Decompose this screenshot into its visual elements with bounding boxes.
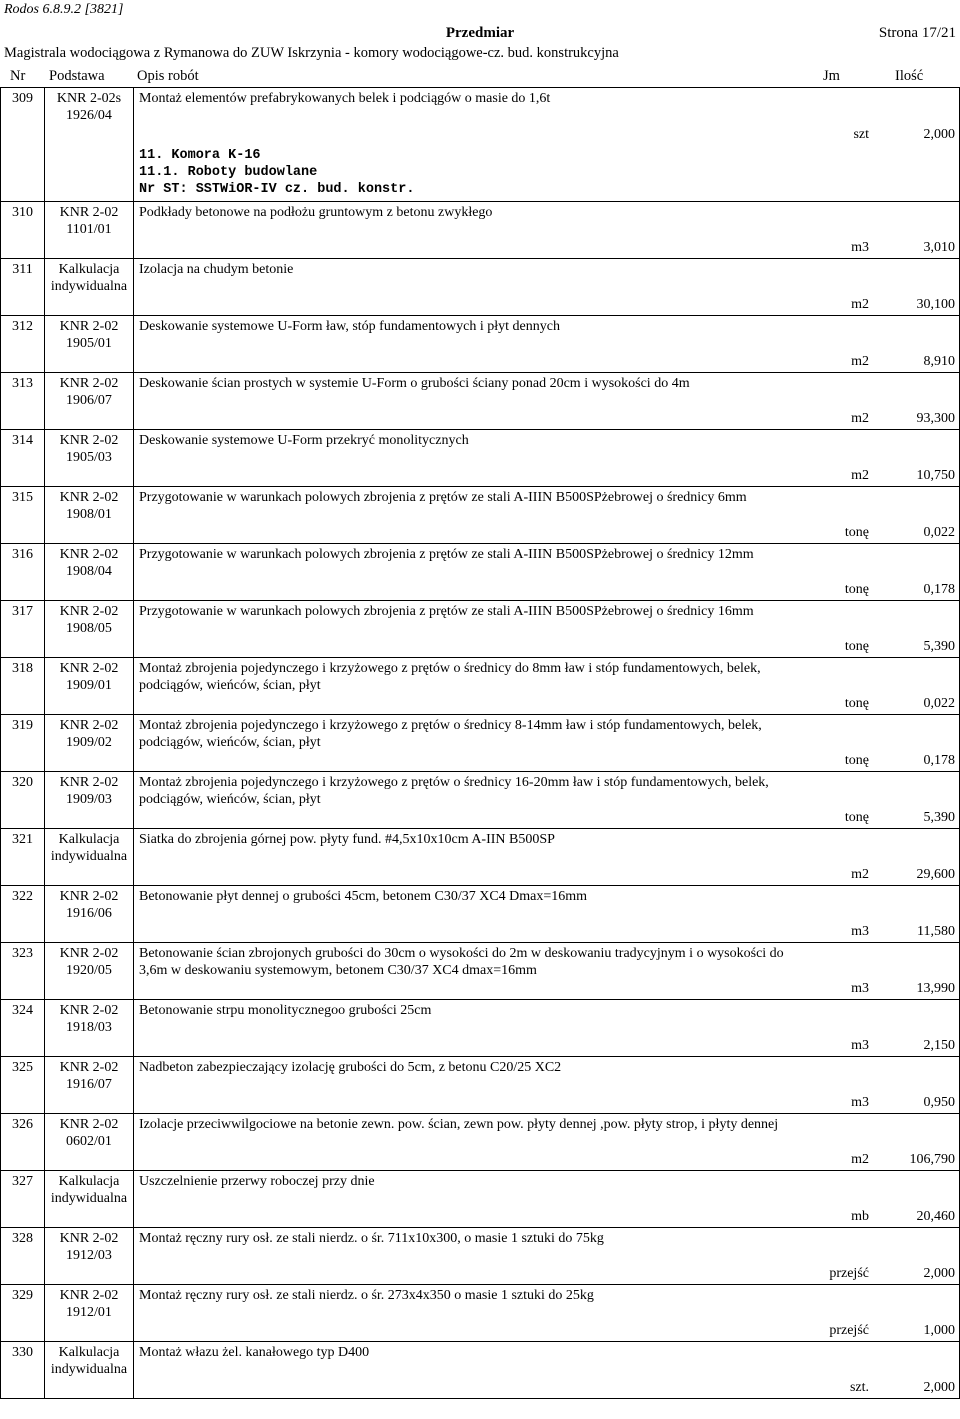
row-number: 323 [12,946,33,961]
table-row [1,544,960,601]
row-number-cell [1,886,45,943]
unit-of-measure: m2 [851,468,869,483]
table-row [1,886,960,943]
quantity: 2,000 [923,1380,955,1395]
description-cell [134,886,960,943]
row-number: 309 [12,91,33,106]
row-number: 312 [12,319,33,334]
basis-code: KNR 2-02 [59,775,119,790]
description-cell [134,373,960,430]
basis-number: 0602/01 [66,1134,112,1149]
row-number-cell [1,1171,45,1228]
row-number-cell [1,658,45,715]
work-description: Montaż włazu żel. kanałowego typ D400 [139,1345,370,1360]
basis-number: 1908/05 [66,621,112,636]
col-header-base: Podstawa [49,68,105,84]
unit-of-measure: tonę [844,696,869,711]
basis-number: 1908/01 [66,507,112,522]
row-number: 321 [12,832,33,847]
table-row [1,487,960,544]
basis-cell [45,829,134,886]
basis-cell [45,430,134,487]
basis-number: 1912/01 [66,1305,112,1320]
row-number-cell [1,1057,45,1114]
basis-code: Kalkulacja [58,1174,120,1189]
basis-number: 1920/05 [66,963,112,978]
row-number-cell [1,1342,45,1399]
basis-number: 1916/06 [66,906,112,921]
row-number: 324 [12,1003,33,1018]
basis-cell [45,772,134,829]
work-description: Montaż ręczny rury osł. ze stali nierdz. o śr. 711x10x300, o masie 1 sztuki do 75kg [139,1231,604,1246]
basis-cell [45,1114,134,1171]
row-number-cell [1,430,45,487]
basis-code: KNR 2-02 [59,433,119,448]
quantity: 93,300 [916,411,955,426]
row-number-cell [1,1228,45,1285]
quantity: 5,390 [923,810,955,825]
basis-cell [45,886,134,943]
unit-of-measure: przejść [829,1323,869,1338]
row-number: 313 [12,376,33,391]
basis-cell [45,601,134,658]
description-cell [134,1114,960,1171]
basis-number: indywidualna [50,1362,128,1377]
basis-cell [45,1342,134,1399]
work-description: Montaż zbrojenia pojedynczego i krzyżowego z prętów o średnicy do 8mm ław i stóp fundamentowych, belek, podciągów, wieńców, ścian, płyt [139,661,761,693]
work-description: Deskowanie ścian prostych w systemie U-Form o grubości ściany ponad 20cm i wysokości do 4m [139,376,690,391]
basis-cell [45,88,134,202]
row-number: 328 [12,1231,33,1246]
quantity: 0,178 [923,582,955,597]
basis-number: indywidualna [50,849,128,864]
work-description: Montaż zbrojenia pojedynczego i krzyżowego z prętów o średnicy 16-20mm ław i stóp fundamentowych, belek, podciągów, wieńców, ścian, płyt [139,775,769,807]
table-row [1,829,960,886]
description-cell [134,715,960,772]
section-heading-2: 11.1. Roboty budowlane [139,165,318,180]
work-description: Izolacje przeciwwilgociowe na betonie zewn. pow. ścian, zewn pow. płyty dennej ,pow. płyty strop, i płyty dennej [139,1117,779,1132]
table-row [1,1228,960,1285]
row-number-cell [1,487,45,544]
work-description: Betonowanie płyt dennej o grubości 45cm, betonem C30/37 XC4 Dmax=16mm [139,889,588,904]
basis-code: KNR 2-02 [59,1288,119,1303]
work-description: Deskowanie systemowe U-Form przekryć monolitycznych [139,433,469,448]
table-row [1,943,960,1000]
row-number: 325 [12,1060,33,1075]
description-cell [134,1342,960,1399]
app-version: Rodos 6.8.9.2 [3821] [4,2,124,17]
quantity: 10,750 [916,468,955,483]
basis-cell [45,202,134,259]
table-row [1,259,960,316]
basis-number: 1918/03 [66,1020,112,1035]
basis-code: KNR 2-02s [56,91,122,106]
description-cell [134,88,960,202]
description-cell [134,1000,960,1057]
row-number: 311 [12,262,33,277]
row-number-cell [1,1285,45,1342]
unit-of-measure: m2 [851,1152,869,1167]
quantity: 0,950 [923,1095,955,1110]
basis-number: 1101/01 [66,222,112,237]
quantity: 106,790 [909,1152,955,1167]
row-number-cell [1,259,45,316]
description-cell [134,202,960,259]
quantity: 0,022 [923,525,955,540]
document-title: Przedmiar [445,25,515,41]
row-number-cell [1,829,45,886]
basis-code: KNR 2-02 [59,547,119,562]
basis-code: KNR 2-02 [59,490,119,505]
basis-code: Kalkulacja [58,832,120,847]
basis-code: KNR 2-02 [59,946,119,961]
quantity: 0,178 [923,753,955,768]
quantity: 30,100 [916,297,955,312]
work-description: Montaż elementów prefabrykowanych belek i podciągów o masie do 1,6t [139,91,551,106]
basis-code: Kalkulacja [58,262,120,277]
row-number: 317 [12,604,33,619]
basis-cell [45,1171,134,1228]
basis-cell [45,943,134,1000]
basis-cell [45,715,134,772]
work-description: Montaż ręczny rury osł. ze stali nierdz. o śr. 273x4x350 o masie 1 sztuki do 25kg [139,1288,594,1303]
col-header-desc: Opis robót [137,68,199,84]
unit-of-measure: m2 [851,354,869,369]
work-description: Uszczelnienie przerwy roboczej przy dnie [139,1174,375,1189]
row-number: 314 [12,433,33,448]
table-row [1,316,960,373]
quantity: 11,580 [917,924,955,939]
row-number: 326 [12,1117,33,1132]
work-description: Betonowanie ścian zbrojonych grubości do 30cm o wysokości do 2m w deskowaniu tradycyjnym i o wysokości do 3,6m w deskowaniu systemowym, betonem C30/37 XC4 dmax=16mm [139,946,784,978]
col-header-unit: Jm [823,68,840,84]
table-row [1,772,960,829]
row-number: 310 [12,205,33,220]
table-row [1,1171,960,1228]
row-number-cell [1,772,45,829]
col-header-qty: Ilość [895,68,924,84]
basis-number: 1909/01 [66,678,112,693]
unit-of-measure: mb [851,1209,869,1224]
row-number: 315 [12,490,33,505]
work-description: Nadbeton zabezpieczający izolację grubości do 5cm, z betonu C20/25 XC2 [139,1060,562,1075]
quantity: 20,460 [916,1209,955,1224]
basis-number: 1905/01 [66,336,112,351]
unit-of-measure: m2 [851,411,869,426]
section-heading-3: Nr ST: SSTWiOR-IV cz. bud. konstr. [139,182,415,197]
project-subtitle: Magistrala wodociągowa z Rymanowa do ZUW Iskrzynia - komory wodociągowe-cz. bud. konstrukcyjna [4,45,619,61]
unit-of-measure: m2 [851,297,869,312]
row-number-cell [1,715,45,772]
unit-of-measure: m3 [851,981,869,996]
row-number: 316 [12,547,33,562]
work-description: Przygotowanie w warunkach polowych zbrojenia z prętów ze stali A-IIIN B500SPżebrowej o średnicy 16mm [139,604,754,619]
basis-code: KNR 2-02 [59,604,119,619]
table-row [1,1342,960,1399]
basis-code: KNR 2-02 [59,889,119,904]
quantity: 13,990 [916,981,955,996]
description-cell [134,316,960,373]
basis-cell [45,1057,134,1114]
row-number: 318 [12,661,33,676]
row-number-cell [1,316,45,373]
basis-code: KNR 2-02 [59,376,119,391]
basis-code: Kalkulacja [58,1345,120,1360]
row-number: 327 [12,1174,33,1189]
unit-of-measure: szt. [849,1380,869,1395]
table-row [1,1114,960,1171]
basis-cell [45,1000,134,1057]
description-cell [134,544,960,601]
unit-of-measure: m3 [851,1038,869,1053]
basis-number: 1926/04 [66,108,112,123]
row-number: 320 [12,775,33,790]
table-row [1,1285,960,1342]
description-cell [134,1171,960,1228]
description-cell [134,943,960,1000]
unit-of-measure: tonę [844,525,869,540]
basis-code: KNR 2-02 [59,1003,119,1018]
unit-of-measure: tonę [844,639,869,654]
basis-number: 1908/04 [66,564,112,579]
col-header-nr: Nr [10,68,26,84]
table-row [1,658,960,715]
description-cell [134,601,960,658]
basis-cell [45,1285,134,1342]
quantity: 0,022 [923,696,955,711]
table-row [1,1057,960,1114]
work-description: Przygotowanie w warunkach polowych zbrojenia z prętów ze stali A-IIIN B500SPżebrowej o średnicy 12mm [139,547,754,562]
quantity: 3,010 [923,240,955,255]
basis-number: 1905/03 [66,450,112,465]
work-description: Montaż zbrojenia pojedynczego i krzyżowego z prętów o średnicy 8-14mm ław i stóp fundamentowych, belek, podciągów, wieńców, ścian, płyt [139,718,762,750]
cost-table [0,87,960,1399]
row-number: 319 [12,718,33,733]
quantity: 2,000 [923,127,955,142]
basis-cell [45,259,134,316]
quantity: 1,000 [923,1323,955,1338]
basis-code: KNR 2-02 [59,205,119,220]
quantity: 8,910 [923,354,955,369]
work-description: Deskowanie systemowe U-Form ław, stóp fundamentowych i płyt dennych [139,319,560,334]
unit-of-measure: tonę [844,582,869,597]
description-cell [134,430,960,487]
work-description: Betonowanie strpu monolitycznegoo grubości 25cm [139,1003,432,1018]
description-cell [134,1228,960,1285]
quantity: 29,600 [916,867,955,882]
row-number: 322 [12,889,33,904]
work-description: Podkłady betonowe na podłożu gruntowym z betonu zwykłego [139,205,493,220]
work-description: Izolacja na chudym betonie [139,262,294,277]
unit-of-measure: szt [853,127,869,142]
table-row [1,1000,960,1057]
row-number-cell [1,373,45,430]
quantity: 5,390 [923,639,955,654]
quantity: 2,000 [923,1266,955,1281]
basis-number: indywidualna [50,1191,128,1206]
row-number-cell [1,601,45,658]
row-number: 330 [12,1345,33,1360]
basis-number: 1909/03 [66,792,112,807]
quantity: 2,150 [923,1038,955,1053]
basis-code: KNR 2-02 [59,661,119,676]
row-number-cell [1,1114,45,1171]
table-row [1,430,960,487]
description-cell [134,487,960,544]
unit-of-measure: tonę [844,810,869,825]
basis-cell [45,316,134,373]
unit-of-measure: tonę [844,753,869,768]
work-description: Przygotowanie w warunkach polowych zbrojenia z prętów ze stali A-IIIN B500SPżebrowej o średnicy 6mm [139,490,747,505]
unit-of-measure: przejść [829,1266,869,1281]
row-number: 329 [12,1288,33,1303]
description-cell [134,772,960,829]
basis-cell [45,487,134,544]
row-number-cell [1,202,45,259]
basis-number: indywidualna [50,279,128,294]
basis-cell [45,1228,134,1285]
basis-code: KNR 2-02 [59,319,119,334]
table-row [1,88,960,202]
basis-code: KNR 2-02 [59,1231,119,1246]
description-cell [134,658,960,715]
page-number: Strona 17/21 [878,25,956,41]
description-cell [134,1285,960,1342]
row-number-cell [1,88,45,202]
section-heading-1: 11. Komora K-16 [139,148,261,163]
basis-code: KNR 2-02 [59,718,119,733]
table-row [1,601,960,658]
table-row [1,715,960,772]
unit-of-measure: m2 [851,867,869,882]
basis-cell [45,544,134,601]
basis-number: 1912/03 [66,1248,112,1263]
basis-number: 1906/07 [66,393,112,408]
table-row [1,373,960,430]
basis-number: 1916/07 [66,1077,112,1092]
unit-of-measure: m3 [851,924,869,939]
description-cell [134,259,960,316]
basis-cell [45,373,134,430]
description-cell [134,829,960,886]
basis-number: 1909/02 [66,735,112,750]
work-description: Siatka do zbrojenia górnej pow. płyty fund. #4,5x10x10cm A-IIN B500SP [139,832,555,847]
basis-code: KNR 2-02 [59,1117,119,1132]
row-number-cell [1,1000,45,1057]
row-number-cell [1,544,45,601]
unit-of-measure: m3 [851,1095,869,1110]
unit-of-measure: m3 [851,240,869,255]
basis-cell [45,658,134,715]
basis-code: KNR 2-02 [59,1060,119,1075]
description-cell [134,1057,960,1114]
row-number-cell [1,943,45,1000]
table-row [1,202,960,259]
